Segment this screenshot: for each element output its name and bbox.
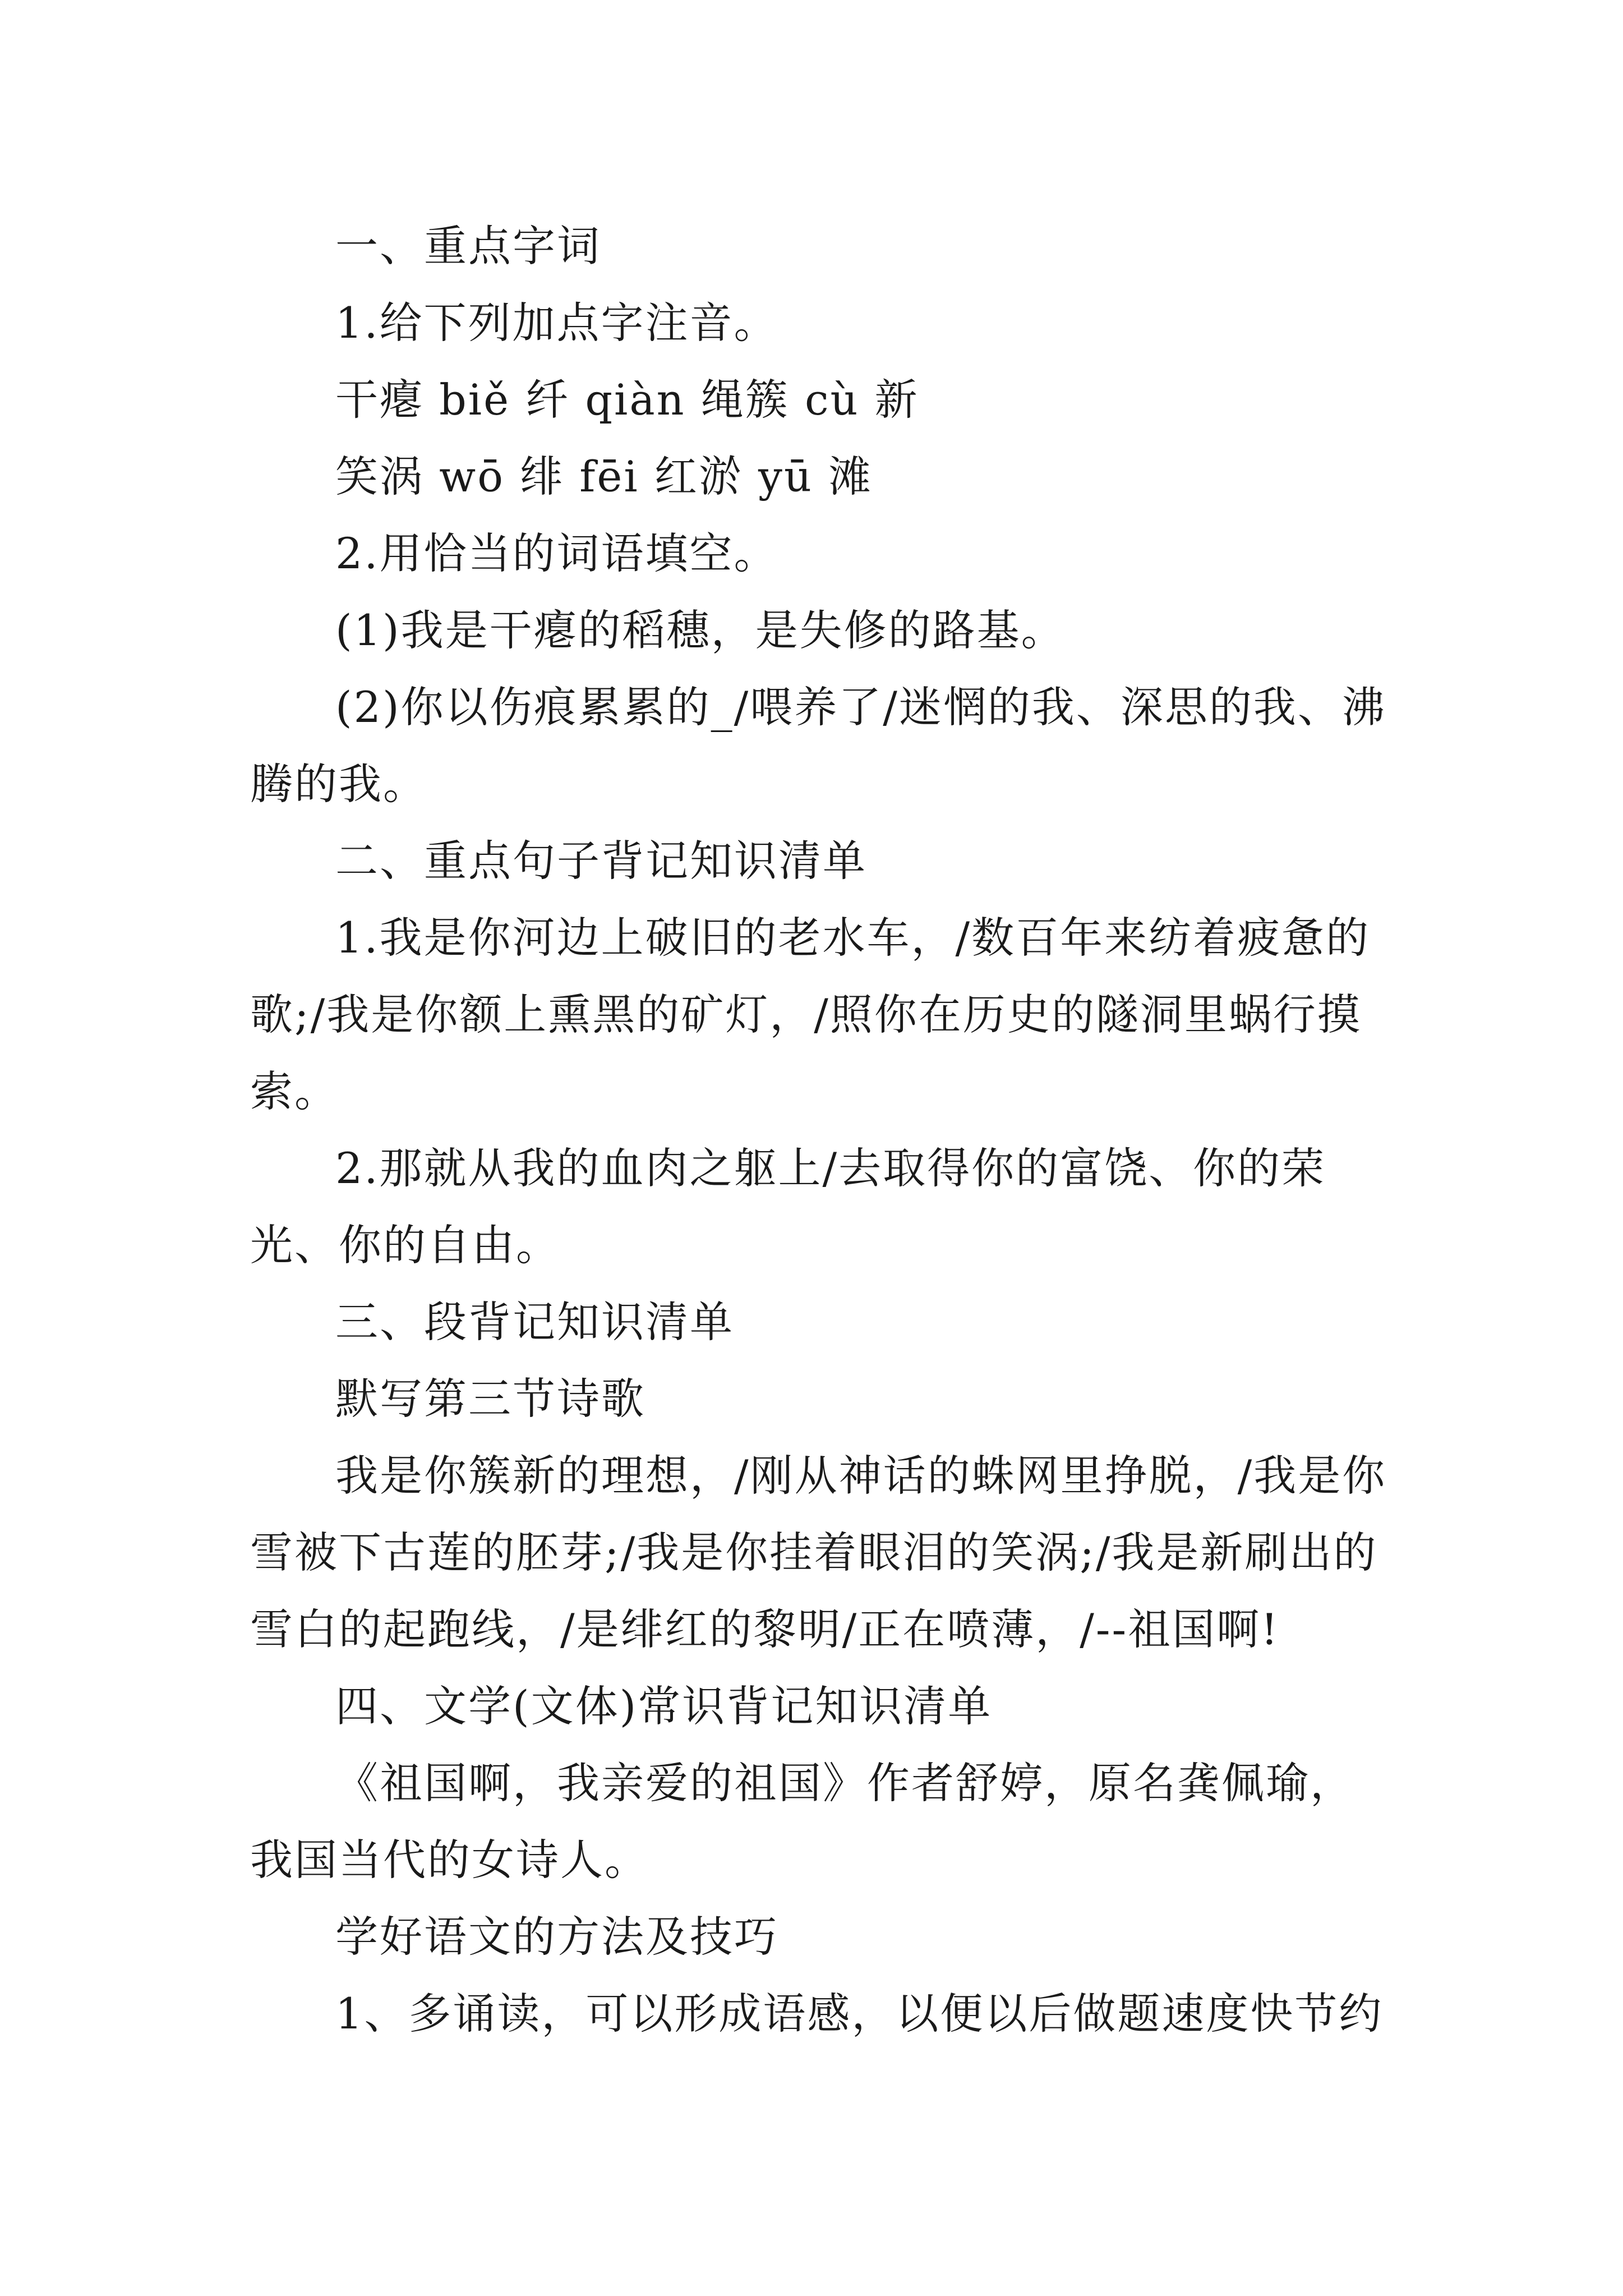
pinyin-line-1: 干瘪 biě 纤 qiàn 绳簇 cù 新 — [335, 375, 919, 425]
pinyin-line-2: 笑涡 wō 绯 fēi 红淤 yū 滩 — [335, 452, 873, 501]
section-heading-key-sentences: 二、重点句子背记知识清单 — [335, 836, 867, 886]
section-heading-literature: 四、文学(文体)常识背记知识清单 — [335, 1681, 993, 1731]
section-heading-study-tips: 学好语文的方法及技巧 — [335, 1912, 778, 1962]
fill-blank-item-2: (2)你以伤痕累累的_/喂养了/迷惘的我、深思的我、沸腾的我。 — [250, 682, 1386, 809]
question-fill-blank: 2.用恰当的词语填空。 — [335, 528, 778, 578]
literature-note: 《祖国啊，我亲爱的祖国》作者舒婷，原名龚佩瑜，我国当代的女诗人。 — [250, 1758, 1354, 1885]
paragraph-instruction: 默写第三节诗歌 — [335, 1374, 645, 1424]
key-sentence-2: 2.那就从我的血肉之躯上/去取得你的富饶、你的荣光、你的自由。 — [250, 1143, 1326, 1270]
section-heading-paragraph: 三、段背记知识清单 — [335, 1297, 734, 1347]
question-pinyin: 1.给下列加点字注音。 — [335, 298, 778, 348]
study-tip-1: 1、多诵读，可以形成语感，以便以后做题速度快节约 — [335, 1989, 1384, 2039]
poem-stanza-three: 我是你簇新的理想，/刚从神话的蛛网里挣脱，/我是你雪被下古莲的胚芽;/我是你挂着眼泪的笑涡;/我是新刷出的雪白的起跑线，/是绯红的黎明/正在喷薄，/--祖国啊! — [250, 1451, 1387, 1654]
key-sentence-1: 1.我是你河边上破旧的老水车，/数百年来纺着疲惫的歌;/我是你额上熏黑的矿灯，/照你在历史的隧洞里蜗行摸索。 — [250, 913, 1371, 1116]
document-body — [250, 208, 1394, 2052]
fill-blank-item-1: (1)我是干瘪的稻穗，是失修的路基。 — [335, 605, 1066, 655]
section-heading-key-words: 一、重点字词 — [335, 221, 601, 271]
